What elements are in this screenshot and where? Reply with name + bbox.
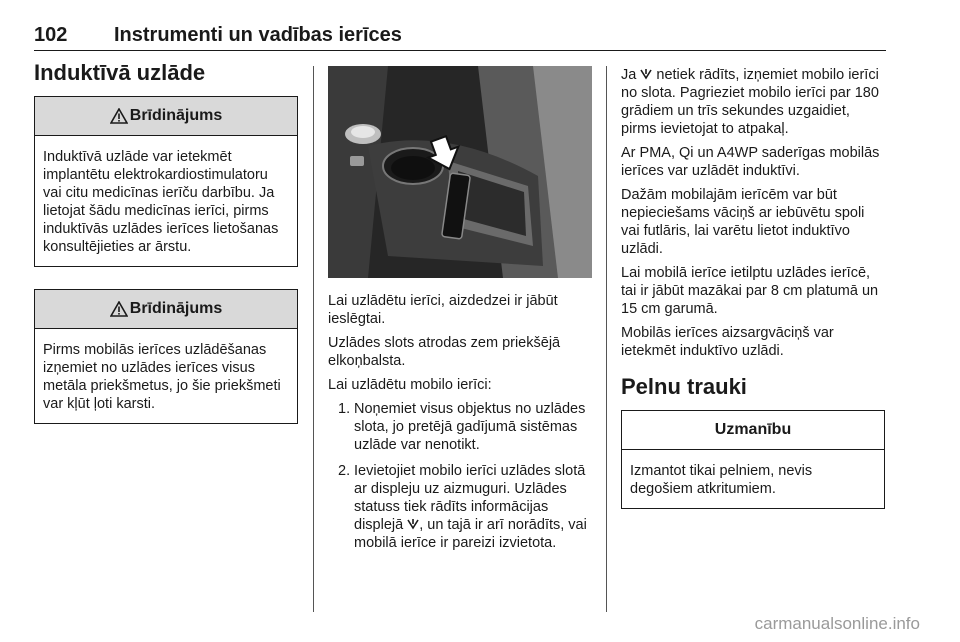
caution-box bbox=[621, 410, 885, 509]
charging-status-icon bbox=[407, 518, 419, 530]
charging-status-icon bbox=[640, 68, 652, 80]
column-right bbox=[621, 66, 885, 509]
watermark: carmanualsonline.info bbox=[754, 614, 920, 633]
step-text: Noņemiet visus objektus no uzlādes slota, jo pretējā gadījumā sistēmas uzlāde var nenotikt. bbox=[354, 401, 586, 453]
warning-box bbox=[34, 289, 298, 424]
paragraph: Lai mobilā ierīce ietilptu uzlādes ierīcē, tai ir jābūt mazākai par 8 cm platumā un 15 cm garumā. bbox=[621, 265, 879, 317]
warning-text: Induktīvā uzlāde var ietekmēt implantētu elektrokardiostimulatoru vai citu medicīnas ierīču darbību. Ja lietojat šādu medicīnas ierīci, pirms induktīvās uzlādes ierīces lietošanas konsultējieties ar ārstu. bbox=[43, 149, 279, 255]
charging-slot-photo bbox=[328, 66, 592, 278]
warning-triangle-icon bbox=[110, 108, 128, 124]
warning-header bbox=[35, 290, 297, 329]
warning-text: Pirms mobilās ierīces uzlādēšanas izņemiet no uzlādes ierīces visus metāla priekšmetus, jo šie priekšmeti var kļūt ļoti karsti. bbox=[43, 342, 281, 412]
paragraph: Dažām mobilajām ierīcēm var būt nepieciešams vāciņš ar iebūvētu spoli vai futlāris, lai varētu lietot induktīvo uzlādi. bbox=[621, 187, 865, 257]
step-text: Ievietojiet mobilo ierīci uzlādes slotā ar displeju uz aizmuguri. Uzlādes statuss tiek rādīts informācijas displejā bbox=[354, 463, 586, 533]
subheading: Pelnu trauki bbox=[621, 374, 747, 399]
caution-text: Izmantot tikai pelniem, nevis degošiem atkritumiem. bbox=[630, 463, 813, 497]
paragraph: Mobilās ierīces aizsargvāciņš var ietekmēt induktīvo uzlādi. bbox=[621, 325, 834, 359]
paragraph-text: netiek rādīts, izņemiet mobilo ierīci no slota. Pagrieziet mobilo ierīci par 180 grādiem un trīs sekundes uzgaidiet, pirms ievietojat to atpakaļ. bbox=[621, 67, 879, 137]
chapter-title: Instrumenti un vadības ierīces bbox=[114, 24, 402, 46]
paragraph: Ar PMA, Qi un A4WP saderīgas mobilās ierīces var uzlādēt induktīvi. bbox=[621, 145, 880, 179]
step-number: 1. bbox=[338, 401, 351, 417]
column-divider bbox=[606, 66, 607, 612]
paragraph-text: Ja bbox=[621, 67, 637, 83]
section-title: Induktīvā uzlāde bbox=[34, 60, 206, 85]
column-left bbox=[34, 60, 298, 424]
caution-header: Uzmanību bbox=[622, 411, 884, 450]
warning-title: Brīdinājums bbox=[129, 300, 223, 317]
page-header bbox=[34, 24, 886, 51]
warning-title: Brīdinājums bbox=[129, 107, 223, 124]
warning-triangle-icon bbox=[110, 301, 128, 317]
column-middle bbox=[328, 66, 592, 560]
column-divider bbox=[313, 66, 314, 612]
step-text: , un tajā ir arī norādīts, vai mobilā ierīce ir pareizi izvietota. bbox=[354, 517, 587, 551]
steps-list bbox=[328, 400, 592, 552]
warning-header bbox=[35, 97, 297, 136]
paragraph: Uzlādes slots atrodas zem priekšējā elkoņbalsta. bbox=[328, 335, 561, 369]
warning-box bbox=[34, 96, 298, 267]
paragraph: Lai uzlādētu mobilo ierīci: bbox=[328, 377, 492, 393]
paragraph: Lai uzlādētu ierīci, aizdedzei ir jābūt ieslēgtai. bbox=[328, 293, 558, 327]
list-item bbox=[328, 400, 592, 454]
page-number: 102 bbox=[34, 24, 68, 46]
paragraph bbox=[621, 66, 885, 138]
step-number: 2. bbox=[338, 463, 351, 479]
list-item bbox=[328, 462, 592, 552]
